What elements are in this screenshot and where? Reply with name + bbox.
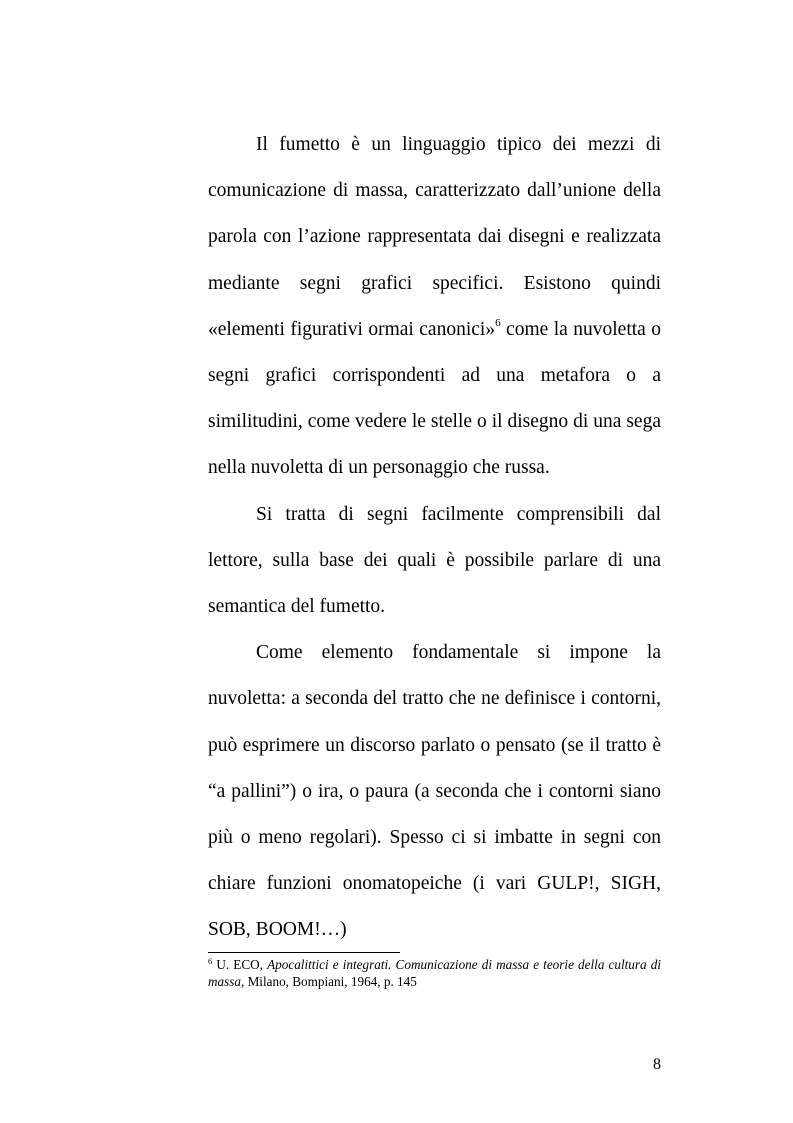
footnote-divider (208, 952, 400, 953)
paragraph-1-text-a: Il fumetto è un linguaggio tipico dei mezzi di comunicazione di massa, caratterizzato dall’unione della parola con l’azione rappresentata dai disegni e realizzata mediante segni grafici specifici. Esistono quindi «elementi figurativi ormai canonici» (208, 134, 661, 340)
footnote-number: 6 (208, 956, 213, 966)
footnote-title: Apocalittici e integrati. Comunicazione di massa e teorie della cultura di massa, (208, 957, 662, 989)
body-text (208, 122, 661, 954)
paragraph-1 (208, 122, 661, 492)
paragraph-3: Come elemento fondamentale si impone la nuvoletta: a seconda del tratto che ne definisce i contorni, può esprimere un discorso parlato o pensato (se il tratto è “a pallini”) o ira, o paura (a seconda che i contorni siano più o meno regolari). Spesso ci si imbatte in segni con chiare funzioni onomatopeiche (i vari GULP!, SIGH, SOB, BOOM!…) (208, 642, 661, 941)
footnote-author: U. ECO, (212, 957, 268, 972)
paragraph-2: Si tratta di segni facilmente comprensibili dal lettore, sulla base dei quali è possibile parlare di una semantica del fumetto. (208, 503, 661, 618)
footnote-publication: Milano, Bompiani, 1964, p. 145 (244, 974, 417, 989)
page-number: 8 (653, 1056, 661, 1073)
footnote-reference: 6 (495, 316, 501, 329)
paragraph-1-text-b: come la nuvoletta o segni grafici corrispondenti ad una metafora o a similitudini, come vedere le stelle o il disegno di una sega nella nuvoletta di un personaggio che russa. (208, 318, 662, 479)
footnote (208, 956, 661, 990)
